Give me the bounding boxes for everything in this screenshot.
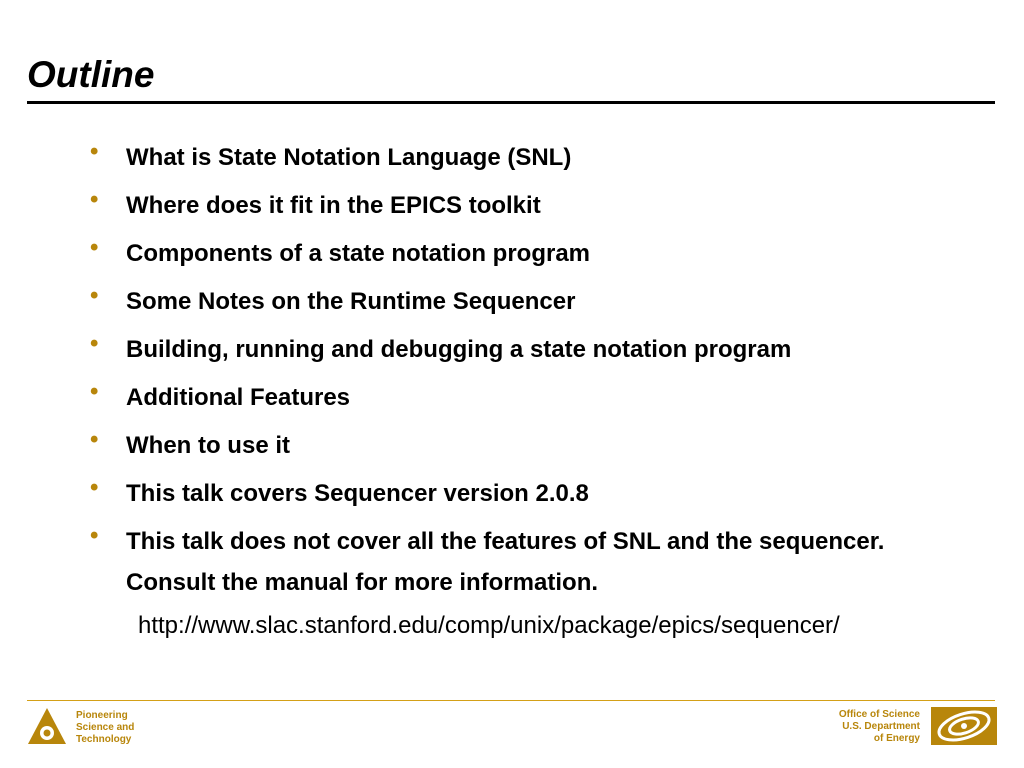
footer-divider bbox=[27, 700, 995, 701]
bullet-item bbox=[90, 521, 990, 603]
footer-right-line: U.S. Department bbox=[842, 721, 920, 732]
bullet-text: Building, running and debugging a state notation program bbox=[126, 336, 792, 363]
bullet-dot-icon: • bbox=[90, 474, 99, 501]
bullet-text: Some Notes on the Runtime Sequencer bbox=[126, 288, 576, 315]
bullet-dot-icon: • bbox=[90, 282, 99, 309]
bullet-text: This talk covers Sequencer version 2.0.8 bbox=[126, 480, 589, 507]
bullet-text: This talk does not cover all the features of SNL and the sequencer. Consult the manual for more information. bbox=[126, 528, 885, 596]
footer-right-line: of Energy bbox=[873, 733, 920, 744]
bullet-dot-icon: • bbox=[90, 522, 99, 549]
bullet-item bbox=[90, 137, 990, 178]
bullet-item bbox=[90, 473, 990, 514]
bullet-text: Additional Features bbox=[126, 384, 351, 411]
footer-left-tagline bbox=[76, 710, 134, 746]
bullet-text: Components of a state notation program bbox=[126, 240, 591, 267]
bullet-item bbox=[90, 329, 990, 370]
title-divider bbox=[27, 101, 995, 104]
footer-left-line: Science and bbox=[76, 722, 135, 733]
footer-right-tagline bbox=[839, 709, 920, 745]
sequencer-url-link[interactable]: http://www.slac.stanford.edu/comp/unix/package/epics/sequencer/ bbox=[138, 612, 840, 639]
bullet-dot-icon: • bbox=[90, 378, 99, 405]
bullet-dot-icon: • bbox=[90, 330, 99, 357]
bullet-text: What is State Notation Language (SNL) bbox=[126, 144, 572, 171]
bullet-list bbox=[90, 137, 990, 610]
slide-title: Outline bbox=[27, 54, 155, 95]
bullet-item bbox=[90, 281, 990, 322]
bullet-item bbox=[90, 425, 990, 466]
bullet-dot-icon: • bbox=[90, 138, 99, 165]
bullet-dot-icon: • bbox=[90, 186, 99, 213]
bullet-item bbox=[90, 377, 990, 418]
bullet-item bbox=[90, 233, 990, 274]
doe-logo-icon bbox=[931, 707, 997, 745]
footer-right-line: Office of Science bbox=[838, 709, 920, 720]
bullet-text: Where does it fit in the EPICS toolkit bbox=[126, 192, 541, 219]
argonne-logo-icon bbox=[26, 706, 68, 746]
footer-left-line: Technology bbox=[76, 734, 132, 745]
footer-left-line: Pioneering bbox=[76, 710, 128, 721]
bullet-item bbox=[90, 185, 990, 226]
bullet-dot-icon: • bbox=[90, 234, 99, 261]
bullet-dot-icon: • bbox=[90, 426, 99, 453]
bullet-text: When to use it bbox=[126, 432, 290, 459]
